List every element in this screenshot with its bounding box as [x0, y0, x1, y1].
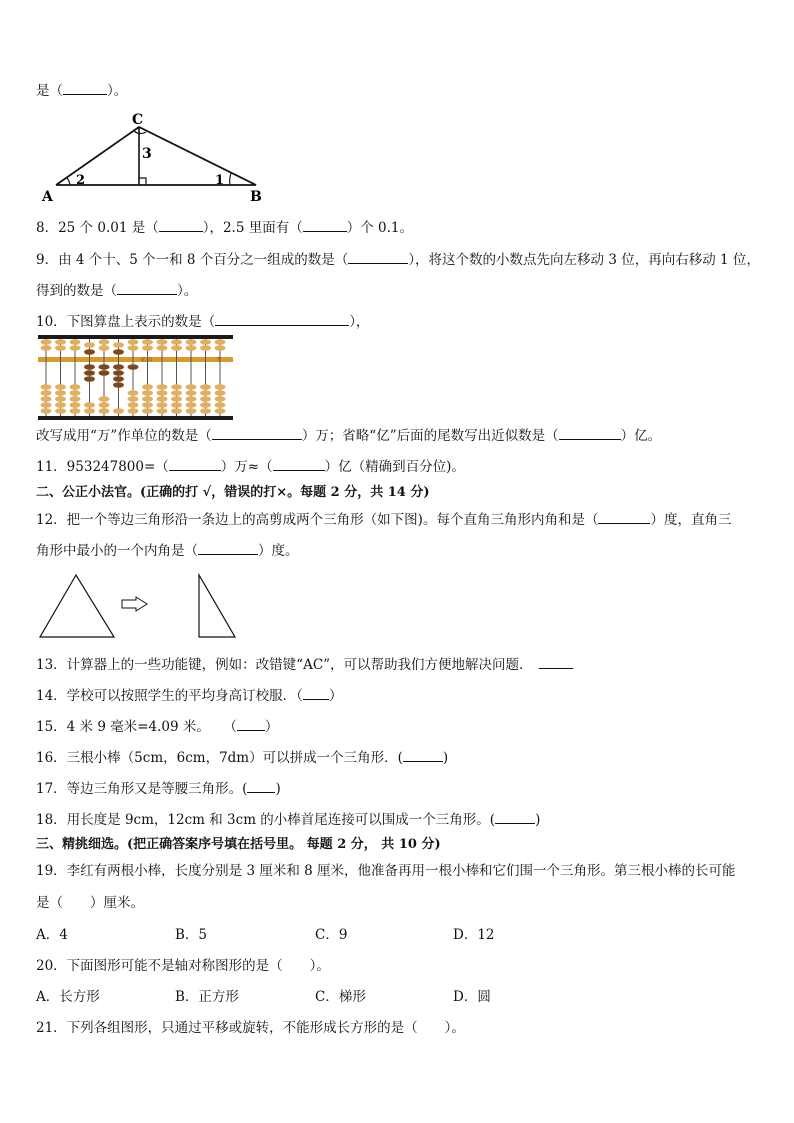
abacus-bead [215, 345, 226, 351]
abacus-bead [99, 402, 110, 408]
abacus-bead [142, 408, 153, 414]
answer-blank[interactable] [169, 457, 221, 471]
abacus-bead [157, 339, 168, 345]
abacus-bead [55, 384, 66, 390]
abacus-bead [113, 364, 124, 370]
abacus-bead [70, 402, 81, 408]
abacus-bead [157, 396, 168, 402]
angle-1-arc [230, 173, 231, 185]
answer-blank[interactable] [198, 541, 258, 555]
abacus-bead [200, 390, 211, 396]
abacus-bead [215, 384, 226, 390]
option-d[interactable]: D．圆 [453, 989, 491, 1005]
abacus-bead [84, 364, 95, 370]
abacus-bead [186, 402, 197, 408]
answer-blank[interactable] [273, 457, 325, 471]
abacus-bead [157, 345, 168, 351]
answer-blank[interactable] [598, 510, 650, 524]
answer-blank[interactable] [212, 426, 302, 440]
abacus-bead [84, 408, 95, 414]
answer-blank[interactable] [403, 748, 443, 762]
answer-blank[interactable] [539, 655, 573, 669]
abacus-bead [99, 408, 110, 414]
abacus-bead [200, 396, 211, 402]
question-19-cont: 是（ ）厘米。 [36, 895, 144, 911]
abacus-bead [200, 384, 211, 390]
abacus-bead [200, 339, 211, 345]
abacus-bead [171, 384, 182, 390]
abacus-bead [200, 345, 211, 351]
option-d[interactable]: D．12 [453, 927, 495, 943]
abacus-bead [55, 390, 66, 396]
abacus-top-frame [38, 335, 233, 339]
label-angle-2: 2 [76, 173, 86, 188]
abacus-bead [171, 339, 182, 345]
option-c[interactable]: C．梯形 [315, 989, 366, 1005]
abacus-bead [171, 408, 182, 414]
abacus-bead [215, 402, 226, 408]
abacus-bead [41, 408, 52, 414]
abacus-bead [128, 396, 139, 402]
label-angle-1: 1 [215, 173, 225, 188]
abacus-bead [70, 384, 81, 390]
question-13: 13．计算器上的一些功能键，例如：改错键“AC”，可以帮助我们方便地解决问题． [36, 655, 758, 674]
abacus-bead [157, 408, 168, 414]
answer-blank[interactable] [303, 218, 347, 232]
abacus-bead [128, 408, 139, 414]
answer-blank[interactable] [63, 81, 107, 95]
abacus-bead [142, 345, 153, 351]
abacus-bead [142, 396, 153, 402]
right-triangle [199, 575, 235, 637]
abacus-bead [99, 345, 110, 351]
abacus-bead [215, 390, 226, 396]
label-angle-3: 3 [142, 146, 152, 162]
abacus-bead [128, 339, 139, 345]
question-17: 17．等边三角形又是等腰三角形。( ) [36, 781, 281, 797]
abacus-bead [55, 402, 66, 408]
arrow-right-icon [122, 597, 147, 611]
abacus-bead [186, 408, 197, 414]
option-b[interactable]: B．正方形 [175, 989, 239, 1005]
abacus-bead [41, 396, 52, 402]
option-b[interactable]: B．5 [175, 927, 208, 943]
answer-blank[interactable] [303, 686, 329, 700]
abacus-bead [41, 345, 52, 351]
abacus-bead [142, 384, 153, 390]
abacus-bead [186, 384, 197, 390]
equilateral-triangle [40, 575, 114, 637]
abacus-bead [55, 339, 66, 345]
abacus-rods [41, 339, 226, 416]
abacus-bead [186, 396, 197, 402]
abacus-bead [41, 384, 52, 390]
abacus-bead [215, 339, 226, 345]
section-3-heading: 三、精挑细选。(把正确答案序号填在括号里。 每题 2 分， 共 10 分) [36, 837, 441, 852]
abacus-label-ge: 个 [216, 357, 222, 363]
abacus-bead [142, 402, 153, 408]
abacus-bead [171, 396, 182, 402]
option-c[interactable]: C．9 [315, 927, 348, 943]
angle-2-arc [67, 178, 70, 185]
answer-blank[interactable] [559, 426, 621, 440]
abacus-bead [128, 390, 139, 396]
abacus-bottom-frame [38, 416, 233, 420]
abacus-bead [171, 390, 182, 396]
answer-blank[interactable] [215, 312, 349, 326]
triangle-cut-figure [36, 570, 246, 642]
section-2-heading: 二、公正小法官。(正确的打 √，错误的打×。每题 2 分，共 14 分) [36, 485, 430, 500]
question-16: 16．三根小棒（5cm，6cm，7dm）可以拼成一个三角形．( ) [36, 750, 449, 766]
label-c: C [132, 112, 144, 128]
abacus-beam [38, 357, 233, 362]
abacus-label-wan: 万 [148, 357, 154, 363]
abacus-bead [70, 345, 81, 351]
abacus-bead [55, 396, 66, 402]
abacus-bead [215, 408, 226, 414]
abacus-bead [113, 370, 124, 376]
answer-line-prev: 是（ ）。 [36, 83, 128, 99]
abacus-bead [142, 390, 153, 396]
question-9: 9．由 4 个十、5 个一和 8 个百分之一组成的数是（ ），将这个数的小数点先向左移动 3 位，再向右移动 1 位， [36, 252, 760, 268]
abacus-bead [215, 396, 226, 402]
abacus-bead [142, 339, 153, 345]
abacus-bead [113, 382, 124, 388]
abacus-bead [113, 376, 124, 382]
answer-blank[interactable] [247, 779, 275, 793]
abacus-bead [84, 376, 95, 382]
answer-blank[interactable] [348, 250, 408, 264]
label-a: A [42, 189, 53, 204]
abacus-bead [128, 402, 139, 408]
question-10-rewrite: 改写成用“万”作单位的数是（ ）万；省略“亿”后面的尾数写出近似数是（ ）亿。 [36, 428, 662, 444]
abacus-bead [99, 364, 110, 370]
abacus-bead [186, 390, 197, 396]
answer-blank[interactable] [237, 717, 265, 731]
abacus-bead [99, 339, 110, 345]
question-14: 14．学校可以按照学生的平均身高订校服．（ ） [36, 688, 343, 704]
question-12: 12．把一个等边三角形沿一条边上的高剪成两个三角形（如下图)。每个直角三角形内角和是（ ）度，直角三 [36, 512, 732, 528]
question-9-cont: 得到的数是（ ）。 [36, 283, 198, 299]
triangle-outline [56, 127, 256, 185]
option-a[interactable]: A．4 [36, 927, 68, 943]
abacus-bead [171, 402, 182, 408]
abacus-bead [84, 349, 95, 355]
option-a[interactable]: A．长方形 [36, 989, 100, 1005]
abacus-bead [157, 390, 168, 396]
answer-blank[interactable] [117, 281, 177, 295]
question-18: 18．用长度是 9cm，12cm 和 3cm 的小棒首尾连接可以围成一个三角形。( ) [36, 812, 541, 828]
answer-blank[interactable] [495, 810, 535, 824]
question-10: 10．下图算盘上表示的数是（ ）， [36, 314, 370, 330]
question-19: 19．李红有两根小棒，长度分别是 3 厘米和 8 厘米，他准备再用一根小棒和它们围一个三角形。第三根小棒的长可能 [36, 863, 736, 879]
abacus-bead [186, 339, 197, 345]
angle-3-arc [134, 131, 146, 134]
question-20: 20．下面图形可能不是轴对称图形的是（ ）。 [36, 958, 330, 974]
abacus-bead [55, 345, 66, 351]
abacus-bead [186, 345, 197, 351]
abacus-bead [84, 342, 95, 348]
abacus-bead [128, 345, 139, 351]
abacus-bead [70, 390, 81, 396]
question-8: 8．25 个 0.01 是（ ），2.5 里面有（ ）个 0.1。 [36, 220, 413, 236]
abacus-bead [200, 402, 211, 408]
abacus-bead [84, 370, 95, 376]
abacus-bead [70, 339, 81, 345]
label-b: B [250, 189, 262, 204]
abacus-bead [157, 402, 168, 408]
abacus-bead [171, 345, 182, 351]
triangle-altitude-figure [36, 112, 266, 204]
answer-blank[interactable] [159, 218, 203, 232]
abacus-bead [113, 349, 124, 355]
abacus-bead [99, 396, 110, 402]
abacus-bead [55, 408, 66, 414]
question-11: 11．953247800=（ ）万≈（ ）亿（精确到百分位)。 [36, 459, 465, 475]
abacus-bead [84, 402, 95, 408]
abacus-bead [200, 408, 211, 414]
abacus-bead [113, 342, 124, 348]
abacus-bead [157, 384, 168, 390]
abacus-bead [99, 370, 110, 376]
right-angle-mark [139, 178, 146, 185]
abacus-bead [128, 364, 139, 370]
abacus-bead [41, 339, 52, 345]
question-12-cont: 角形中最小的一个内角是（ ）度。 [36, 543, 299, 559]
abacus-label-yi: 亿 [141, 357, 147, 363]
abacus-bead [41, 402, 52, 408]
abacus-bead [41, 390, 52, 396]
abacus-bead [113, 408, 124, 414]
abacus-bead [70, 396, 81, 402]
question-15: 15．4 米 9 毫米=4.09 米。 （ ） [36, 719, 279, 735]
abacus-figure [38, 335, 233, 421]
abacus-bead [70, 408, 81, 414]
question-21: 21．下列各组图形，只通过平移或旋转，不能形成长方形的是（ ）。 [36, 1020, 465, 1036]
